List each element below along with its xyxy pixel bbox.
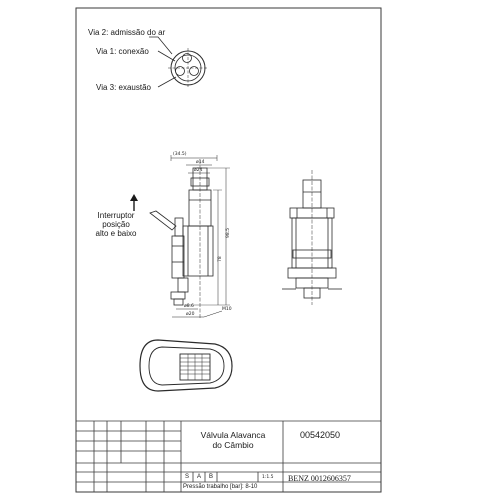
port-view [149,37,208,88]
reference-number: BENZ 0012606357 [288,474,351,483]
port-label-via1: Via 1: conexão [96,47,149,56]
switch-note-line3: alto e baixo [95,229,137,238]
part-name [183,430,283,450]
switch-note-line1: Interruptor [97,211,135,220]
up-arrow-icon [130,194,138,211]
pressure-note: Pressão trabalho [bar]: 8-10 [183,484,258,490]
bottom-view [140,340,232,391]
switch-note [84,211,148,238]
dim-overall-width: (34.5) [173,152,187,157]
part-name-line1: Válvula Alavanca [200,430,266,440]
scale-value: 1:1.5 [262,475,274,480]
dim-d-small: ø14 [196,160,205,165]
scale-cell-s: S [185,474,190,480]
dim-height-2: 78 [218,256,223,262]
side-view [150,155,230,318]
dim-d-mid: ø24 [194,168,203,173]
port-label-via2: Via 2: admissão do ar [88,28,166,37]
switch-note-line2: posição [102,220,130,229]
part-code: 00542050 [300,430,341,440]
port-3-circle [190,67,199,76]
sheet-border [76,8,381,492]
dim-height-1: 98.5 [226,227,231,238]
dim-d-base-outer: ø20 [186,312,195,317]
dim-thread: M10 [222,307,232,312]
part-name-line2: do Câmbio [212,440,254,450]
scale-cell-a: A [197,474,202,480]
port-label-via3: Via 3: exaustão [96,83,152,92]
scale-cell-b: B [209,474,214,480]
front-view [282,170,342,305]
dim-d-base-inner: ø8.6 [184,304,194,309]
